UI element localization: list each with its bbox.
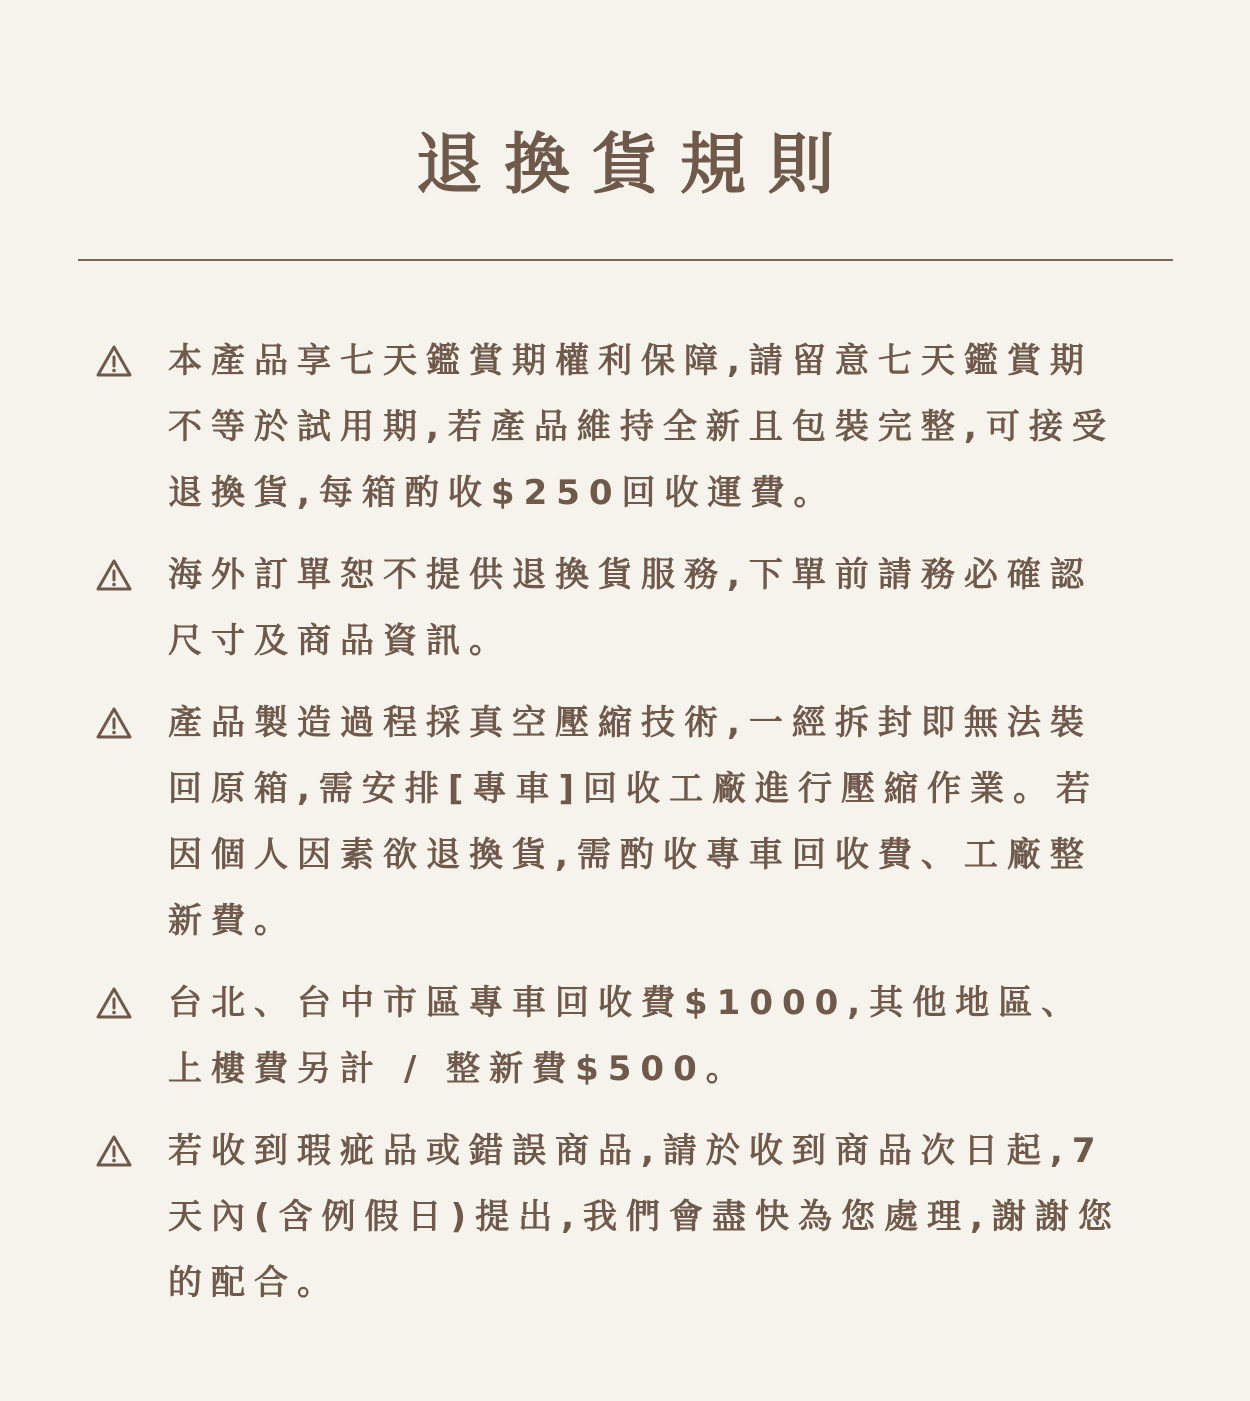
rule-item	[95, 690, 1125, 954]
warning-icon	[95, 986, 133, 1020]
rule-text: 產品製造過程採真空壓縮技術,一經拆封即無法裝回原箱,需安排[專車]回收工廠進行壓縮作業。若因個人因素欲退換貨,需酌收專車回收費、工廠整新費。	[168, 703, 1099, 941]
rule-text: 若收到瑕疵品或錯誤商品,請於收到商品次日起,7天內(含例假日)提出,我們會盡快為您處理,謝謝您的配合。	[168, 1131, 1121, 1303]
warning-icon	[95, 558, 133, 592]
rules-list	[95, 328, 1125, 1332]
warning-icon	[95, 1134, 133, 1168]
rule-item	[95, 542, 1125, 674]
warning-icon	[95, 706, 133, 740]
rule-item	[95, 328, 1125, 526]
rule-item	[95, 1118, 1125, 1316]
warning-icon	[95, 344, 133, 378]
rule-text: 海外訂單恕不提供退換貨服務,下單前請務必確認尺寸及商品資訊。	[168, 555, 1093, 661]
rule-item	[95, 970, 1125, 1102]
rule-text: 本產品享七天鑑賞期權利保障,請留意七天鑑賞期不等於試用期,若產品維持全新且包裝完整,可接受退換貨,每箱酌收$250回收運費。	[168, 341, 1115, 513]
rule-text: 台北、台中市區專車回收費$1000,其他地區、上樓費另計 / 整新費$500。	[168, 983, 1085, 1089]
title-divider	[78, 259, 1173, 261]
page-title: 退換貨規則	[416, 126, 856, 203]
